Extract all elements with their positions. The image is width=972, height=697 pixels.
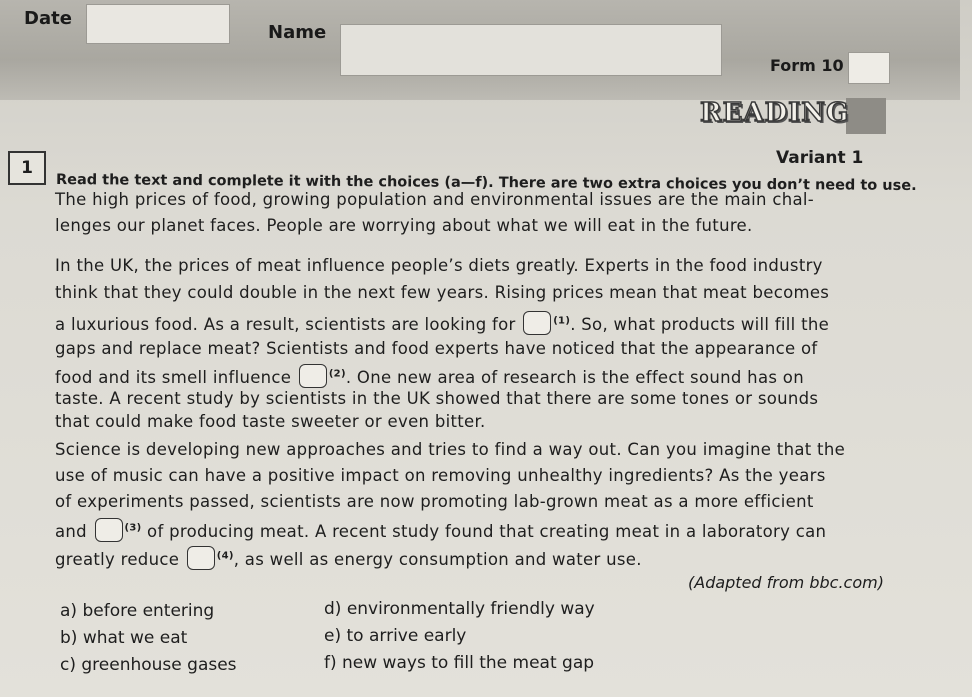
section-title: READING xyxy=(700,98,850,128)
choice-b: b) what we eat xyxy=(60,628,188,648)
choice-f: f) new ways to fill the meat gap xyxy=(324,653,595,673)
text-line: In the UK, the prices of meat influence people’s diets greatly. Experts in the food industry xyxy=(55,256,823,275)
text-line: gaps and replace meat? Scientists and food experts have noticed that the appearance of xyxy=(55,339,818,358)
form-field[interactable] xyxy=(848,52,890,84)
text-fragment: food and its smell influence xyxy=(55,368,292,387)
section-bar xyxy=(846,98,886,134)
text-fragment: and xyxy=(55,522,87,541)
variant-label: Variant 1 xyxy=(776,148,864,168)
text-fragment: . So, what products will fill the xyxy=(570,315,830,334)
text-line xyxy=(55,364,804,388)
text-line: think that they could double in the next few years. Rising prices mean that meat becomes xyxy=(55,283,830,302)
text-fragment: greatly reduce xyxy=(55,550,180,569)
choice-e: e) to arrive early xyxy=(324,626,467,646)
date-field[interactable] xyxy=(86,4,230,44)
task-number: 1 xyxy=(8,151,46,185)
text-line: of experiments passed, scientists are now promoting lab-grown meat as a more efficient xyxy=(55,492,814,511)
answer-gap-1[interactable] xyxy=(523,311,551,335)
gap-number: (1) xyxy=(553,315,571,327)
text-line: Science is developing new approaches and tries to find a way out. Can you imagine that the xyxy=(55,440,846,459)
text-fragment: , as well as energy consumption and water use. xyxy=(233,550,642,569)
text-fragment: a luxurious food. As a result, scientists are looking for xyxy=(55,315,516,334)
text-fragment: . One new area of research is the effect sound has on xyxy=(345,368,804,387)
answer-gap-2[interactable] xyxy=(299,364,327,388)
text-line: use of music can have a positive impact on removing unhealthy ingredients? As the years xyxy=(55,466,826,485)
text-fragment: of producing meat. A recent study found that creating meat in a laboratory can xyxy=(147,522,827,541)
text-line xyxy=(55,546,642,570)
name-field[interactable] xyxy=(340,24,722,76)
text-line: lenges our planet faces. People are worrying about what we will eat in the future. xyxy=(55,216,753,235)
form-label: Form 10 xyxy=(770,56,844,75)
text-line xyxy=(55,518,826,542)
choice-c: c) greenhouse gases xyxy=(60,655,237,675)
answer-gap-4[interactable] xyxy=(187,546,215,570)
name-label: Name xyxy=(268,22,327,43)
text-line: The high prices of food, growing population and environmental issues are the main chal- xyxy=(55,190,814,209)
date-label: Date xyxy=(24,8,72,29)
text-line xyxy=(55,311,829,335)
choice-d: d) environmentally friendly way xyxy=(324,599,595,619)
task-instruction: Read the text and complete it with the choices (a—f). There are two extra choices you don’t need to use. xyxy=(55,172,917,195)
gap-number: (4) xyxy=(216,550,234,562)
gap-number: (3) xyxy=(124,522,142,534)
gap-number: (2) xyxy=(328,368,346,380)
source-credit: (Adapted from bbc.com) xyxy=(688,573,884,592)
answer-gap-3[interactable] xyxy=(95,518,123,542)
choice-a: a) before entering xyxy=(60,601,215,621)
text-line: that could make food taste sweeter or even bitter. xyxy=(55,412,486,431)
text-line: taste. A recent study by scientists in the UK showed that there are some tones or sounds xyxy=(55,389,819,408)
